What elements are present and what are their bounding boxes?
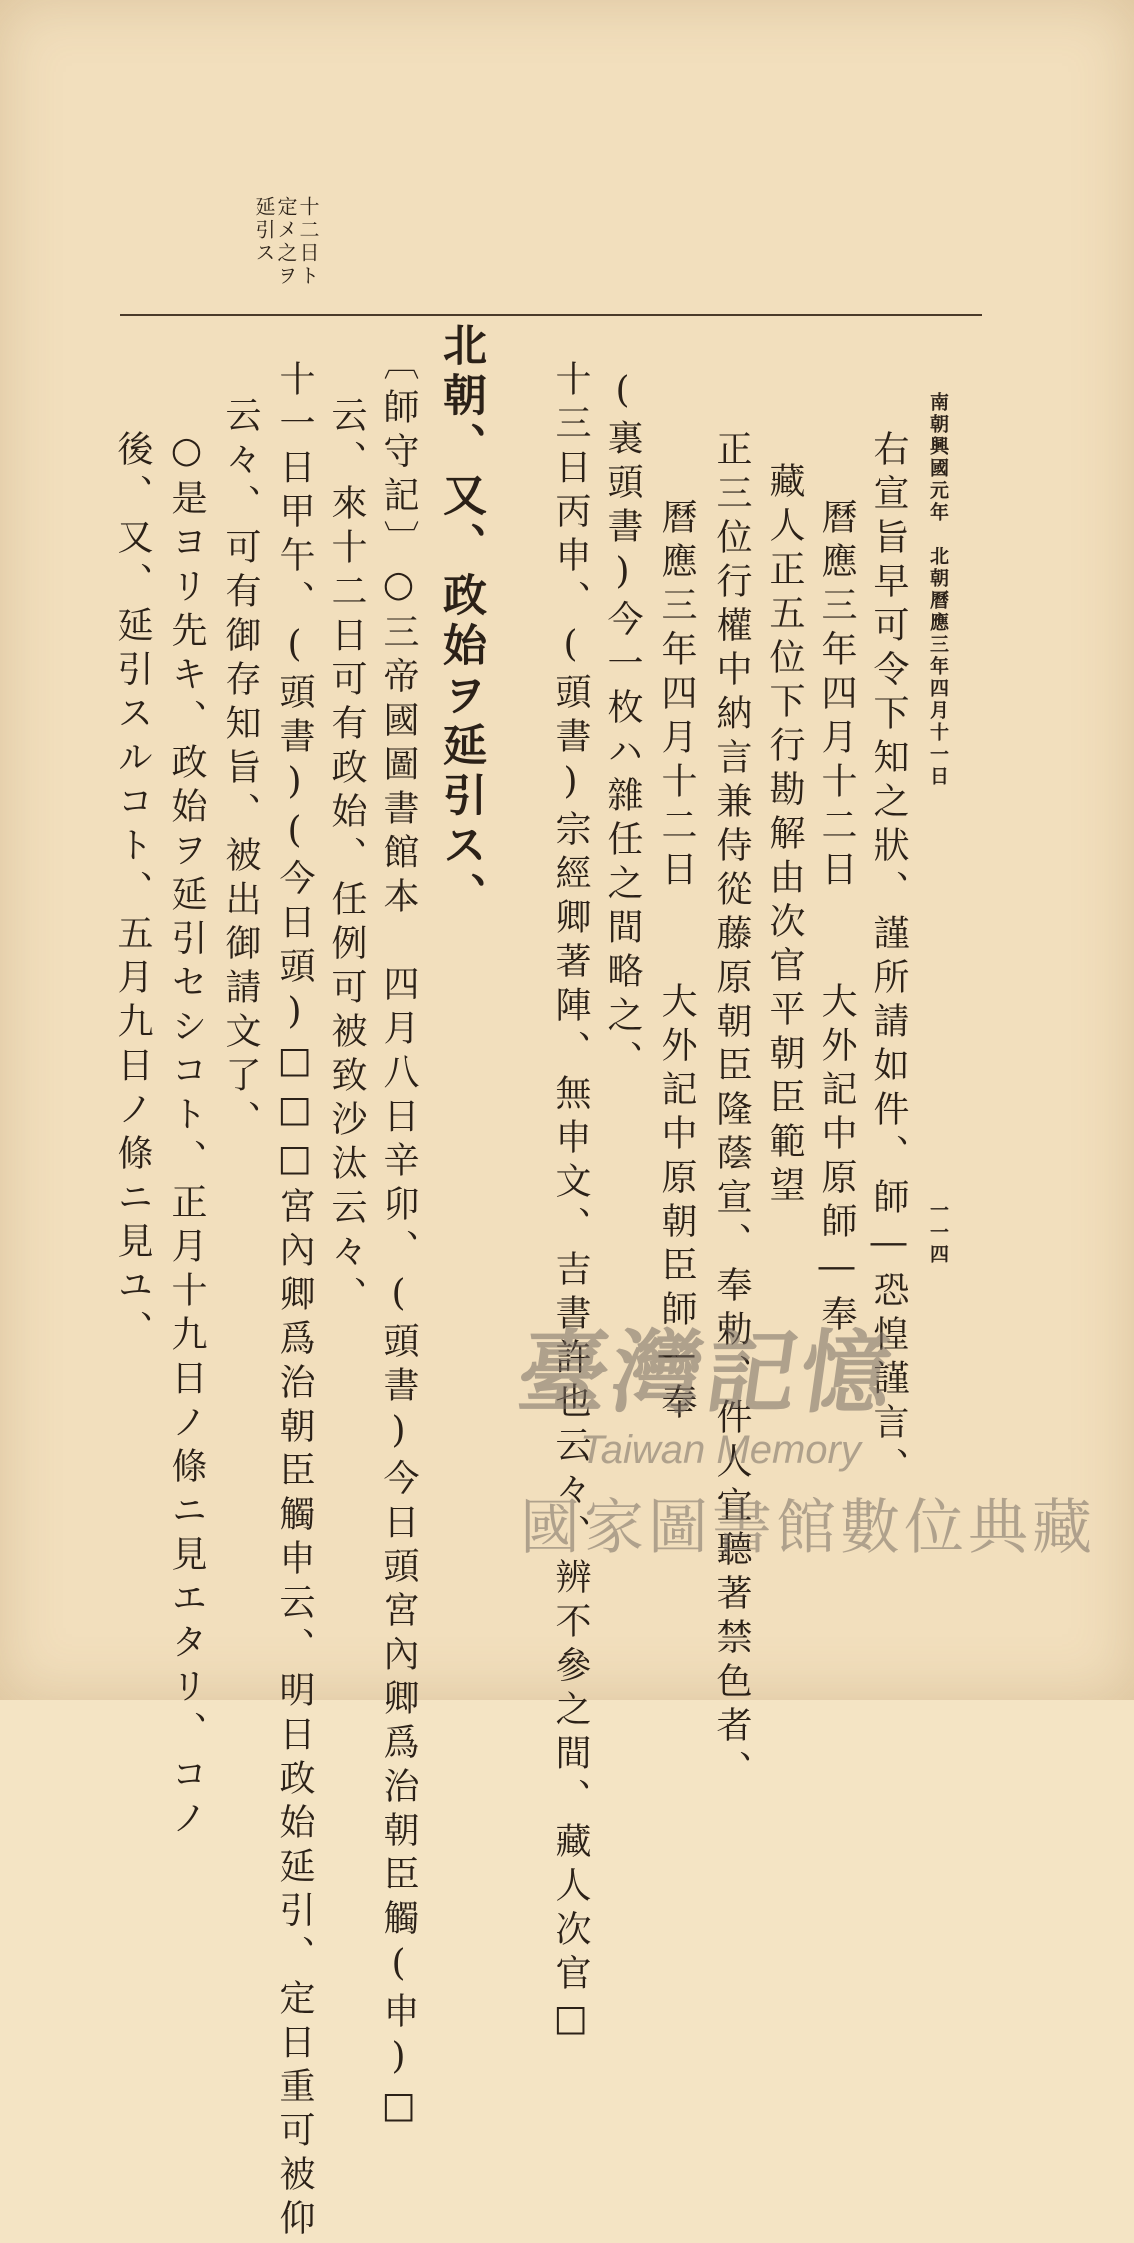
text-column: 後、又、延引スルコト、五月九日ノ條ニ見ユ、 xyxy=(112,430,153,1354)
watermark-brand: 臺灣記憶 xyxy=(511,1321,903,1426)
text-column: 云、來十二日可有政始、任例可被致沙汰云々、 xyxy=(326,396,367,1320)
page-number: 一一四 xyxy=(927,1200,949,1266)
text-column: 曆應三年四月十二日 大外記中原朝臣師―奉 xyxy=(656,498,697,1427)
running-header: 南朝興國元年 北朝曆應三年四月十一日 xyxy=(927,392,949,788)
text-column: 十三日丙申、(頭書)宗經卿著陣、無申文、吉書許也云々、辨不參之間、藏人次官□ xyxy=(550,360,591,2047)
sidenote-line: 十二日ト xyxy=(296,196,320,288)
header-rule xyxy=(120,314,982,316)
watermark-brand-en: Taiwan Memory xyxy=(580,1428,861,1472)
sidenote-line: 延引ス xyxy=(252,196,276,265)
text-column: 曆應三年四月十二日 大外記中原師―奉 xyxy=(816,498,857,1339)
text-column: 右宣旨早可令下知之狀、謹所請如件、師―恐惶謹言、 xyxy=(868,430,909,1491)
text-column: 云々、可有御存知旨、被出御請文了、 xyxy=(220,396,261,1144)
watermark-library: 國家圖書館數位典藏 xyxy=(520,1493,1096,1563)
text-column: 〔師守記〕○三帝國圖書館本 四月八日辛卯、(頭書)今日頭宮內卿爲治朝臣觸(申)□ xyxy=(378,344,419,2134)
text-column: 正三位行權中納言兼侍從藤原朝臣隆蔭宣、奉勅、件人宜聽著禁色者、 xyxy=(711,430,752,1794)
text-column: ○是ヨリ先キ、政始ヲ延引セシコト、正月十九日ノ條ニ見エタリ、コノ xyxy=(166,430,207,1843)
section-heading: 北朝、又、政始ヲ延引ス、 xyxy=(435,322,486,922)
text-column: 藏人正五位下行勘解由次官平朝臣範望 xyxy=(764,462,805,1210)
sidenote-line: 定メ之ヲ xyxy=(274,196,298,288)
text-column: (裏頭書)今一枚ハ雜任之間略之、 xyxy=(602,370,643,1084)
text-column: 十一日甲午、(頭書)(今日頭)□□□宮內卿爲治朝臣觸申云、明日政始延引、定日重可被仰 xyxy=(274,360,315,2243)
